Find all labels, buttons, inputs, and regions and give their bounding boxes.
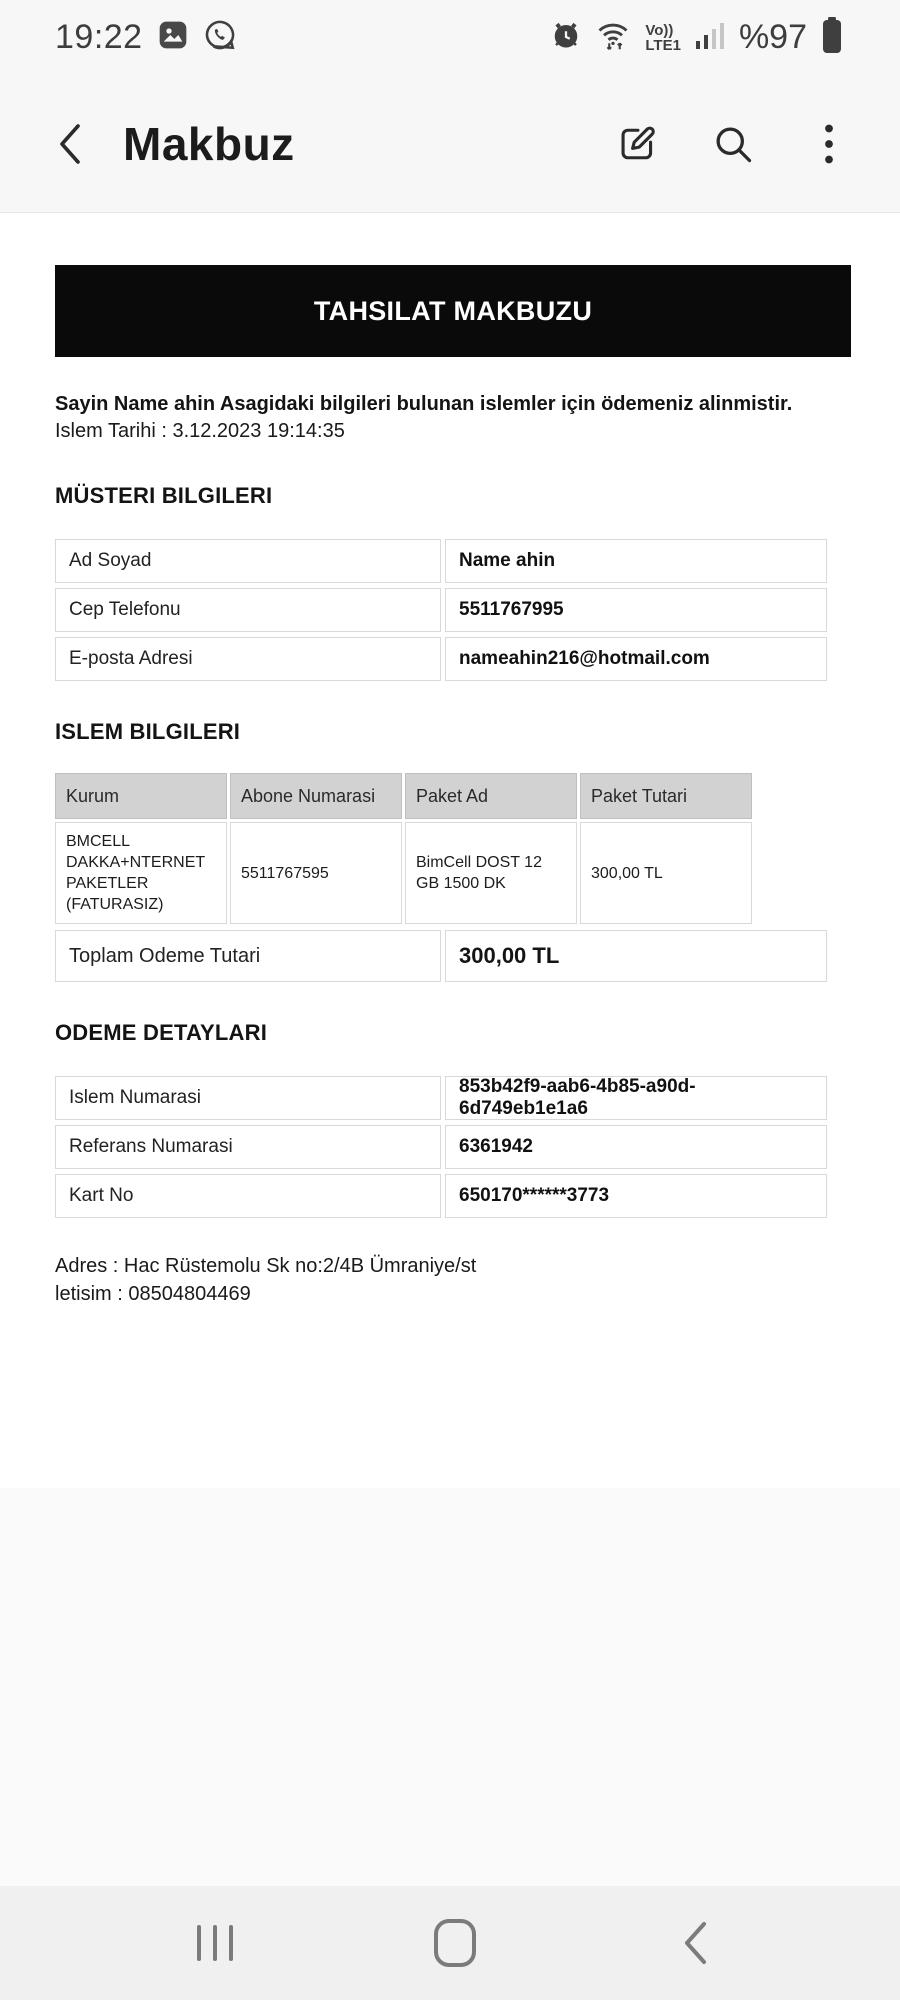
page-title: Makbuz	[123, 117, 295, 170]
search-button[interactable]	[710, 121, 756, 167]
status-bar	[0, 0, 900, 75]
search-icon	[711, 122, 755, 166]
cell-kurum: BMCELL DAKKA+NTERNET PAKETLER (FATURASIZ)	[55, 822, 227, 924]
content-backdrop	[0, 1488, 900, 1886]
recents-button[interactable]	[185, 1913, 245, 1973]
battery-percent: %97	[738, 18, 807, 56]
cell-paket-tutari: 300,00 TL	[580, 822, 752, 924]
customer-section-heading: MÜSTERI BILGILERI	[55, 483, 273, 508]
home-icon	[432, 1917, 478, 1969]
battery-icon	[821, 16, 843, 59]
wifi-icon	[595, 17, 631, 58]
signal-strength-icon	[695, 19, 725, 56]
payment-table	[55, 1076, 827, 1218]
row-value: 6361942	[445, 1125, 827, 1169]
receipt-document	[0, 213, 900, 1488]
table-row	[55, 588, 827, 632]
cell-abone-numarasi: 5511767595	[230, 822, 402, 924]
alarm-icon	[551, 20, 581, 55]
table-row	[55, 1125, 827, 1169]
banner-title: TAHSILAT MAKBUZU	[313, 295, 593, 326]
total-value: 300,00 TL	[445, 930, 827, 982]
transaction-date: Islem Tarihi : 3.12.2023 19:14:35	[55, 420, 345, 442]
receipt-banner	[55, 265, 851, 357]
row-label: E-posta Adresi	[55, 637, 441, 681]
nav-back-icon	[682, 1920, 708, 1966]
recents-icon	[195, 1921, 235, 1965]
total-row	[55, 930, 827, 982]
row-value: Name ahin	[445, 539, 827, 583]
column-header: Paket Tutari	[580, 773, 752, 819]
row-label: Referans Numarasi	[55, 1125, 441, 1169]
table-row	[55, 1076, 827, 1120]
column-header: Abone Numarasi	[230, 773, 402, 819]
row-label: Kart No	[55, 1174, 441, 1218]
volte-indicator: Vo)) LTE1	[645, 21, 681, 54]
cell-paket-ad: BimCell DOST 12 GB 1500 DK	[405, 822, 577, 924]
navigation-bar	[0, 1886, 900, 2000]
edit-icon	[615, 122, 659, 166]
more-button[interactable]	[806, 121, 852, 167]
row-value: 5511767995	[445, 588, 827, 632]
row-value: 650170******3773	[445, 1174, 827, 1218]
edit-button[interactable]	[614, 121, 660, 167]
contact-line: letisim : 08504804469	[55, 1283, 251, 1305]
table-row	[55, 822, 752, 924]
back-icon	[55, 120, 85, 168]
nav-back-button[interactable]	[665, 1913, 725, 1973]
row-label: Islem Numarasi	[55, 1076, 441, 1120]
more-options-icon	[822, 122, 836, 166]
transaction-section-heading: ISLEM BILGILERI	[55, 719, 241, 744]
greeting-text: Sayin Name ahin Asagidaki bilgileri bulunan islemler için ödemeniz alinmistir.	[55, 393, 793, 415]
gallery-notification-icon	[157, 19, 189, 56]
row-label: Ad Soyad	[55, 539, 441, 583]
address-line: Adres : Hac Rüstemolu Sk no:2/4B Ümraniye/st	[55, 1255, 477, 1277]
app-bar	[0, 75, 900, 213]
table-header-row	[55, 773, 752, 819]
column-header: Paket Ad	[405, 773, 577, 819]
row-label: Cep Telefonu	[55, 588, 441, 632]
clock-text: 19:22	[55, 18, 143, 56]
home-button[interactable]	[425, 1913, 485, 1973]
table-row	[55, 1174, 827, 1218]
table-row	[55, 637, 827, 681]
transaction-table	[55, 773, 752, 924]
total-label: Toplam Odeme Tutari	[55, 930, 441, 982]
row-value: 853b42f9-aab6-4b85-a90d-6d749eb1e1a6	[445, 1076, 827, 1120]
column-header: Kurum	[55, 773, 227, 819]
row-value: nameahin216@hotmail.com	[445, 637, 827, 681]
whatsapp-notification-icon	[203, 18, 237, 57]
payment-section-heading: ODEME DETAYLARI	[55, 1020, 268, 1045]
customer-table	[55, 539, 827, 681]
back-button[interactable]	[55, 119, 95, 169]
table-row	[55, 539, 827, 583]
